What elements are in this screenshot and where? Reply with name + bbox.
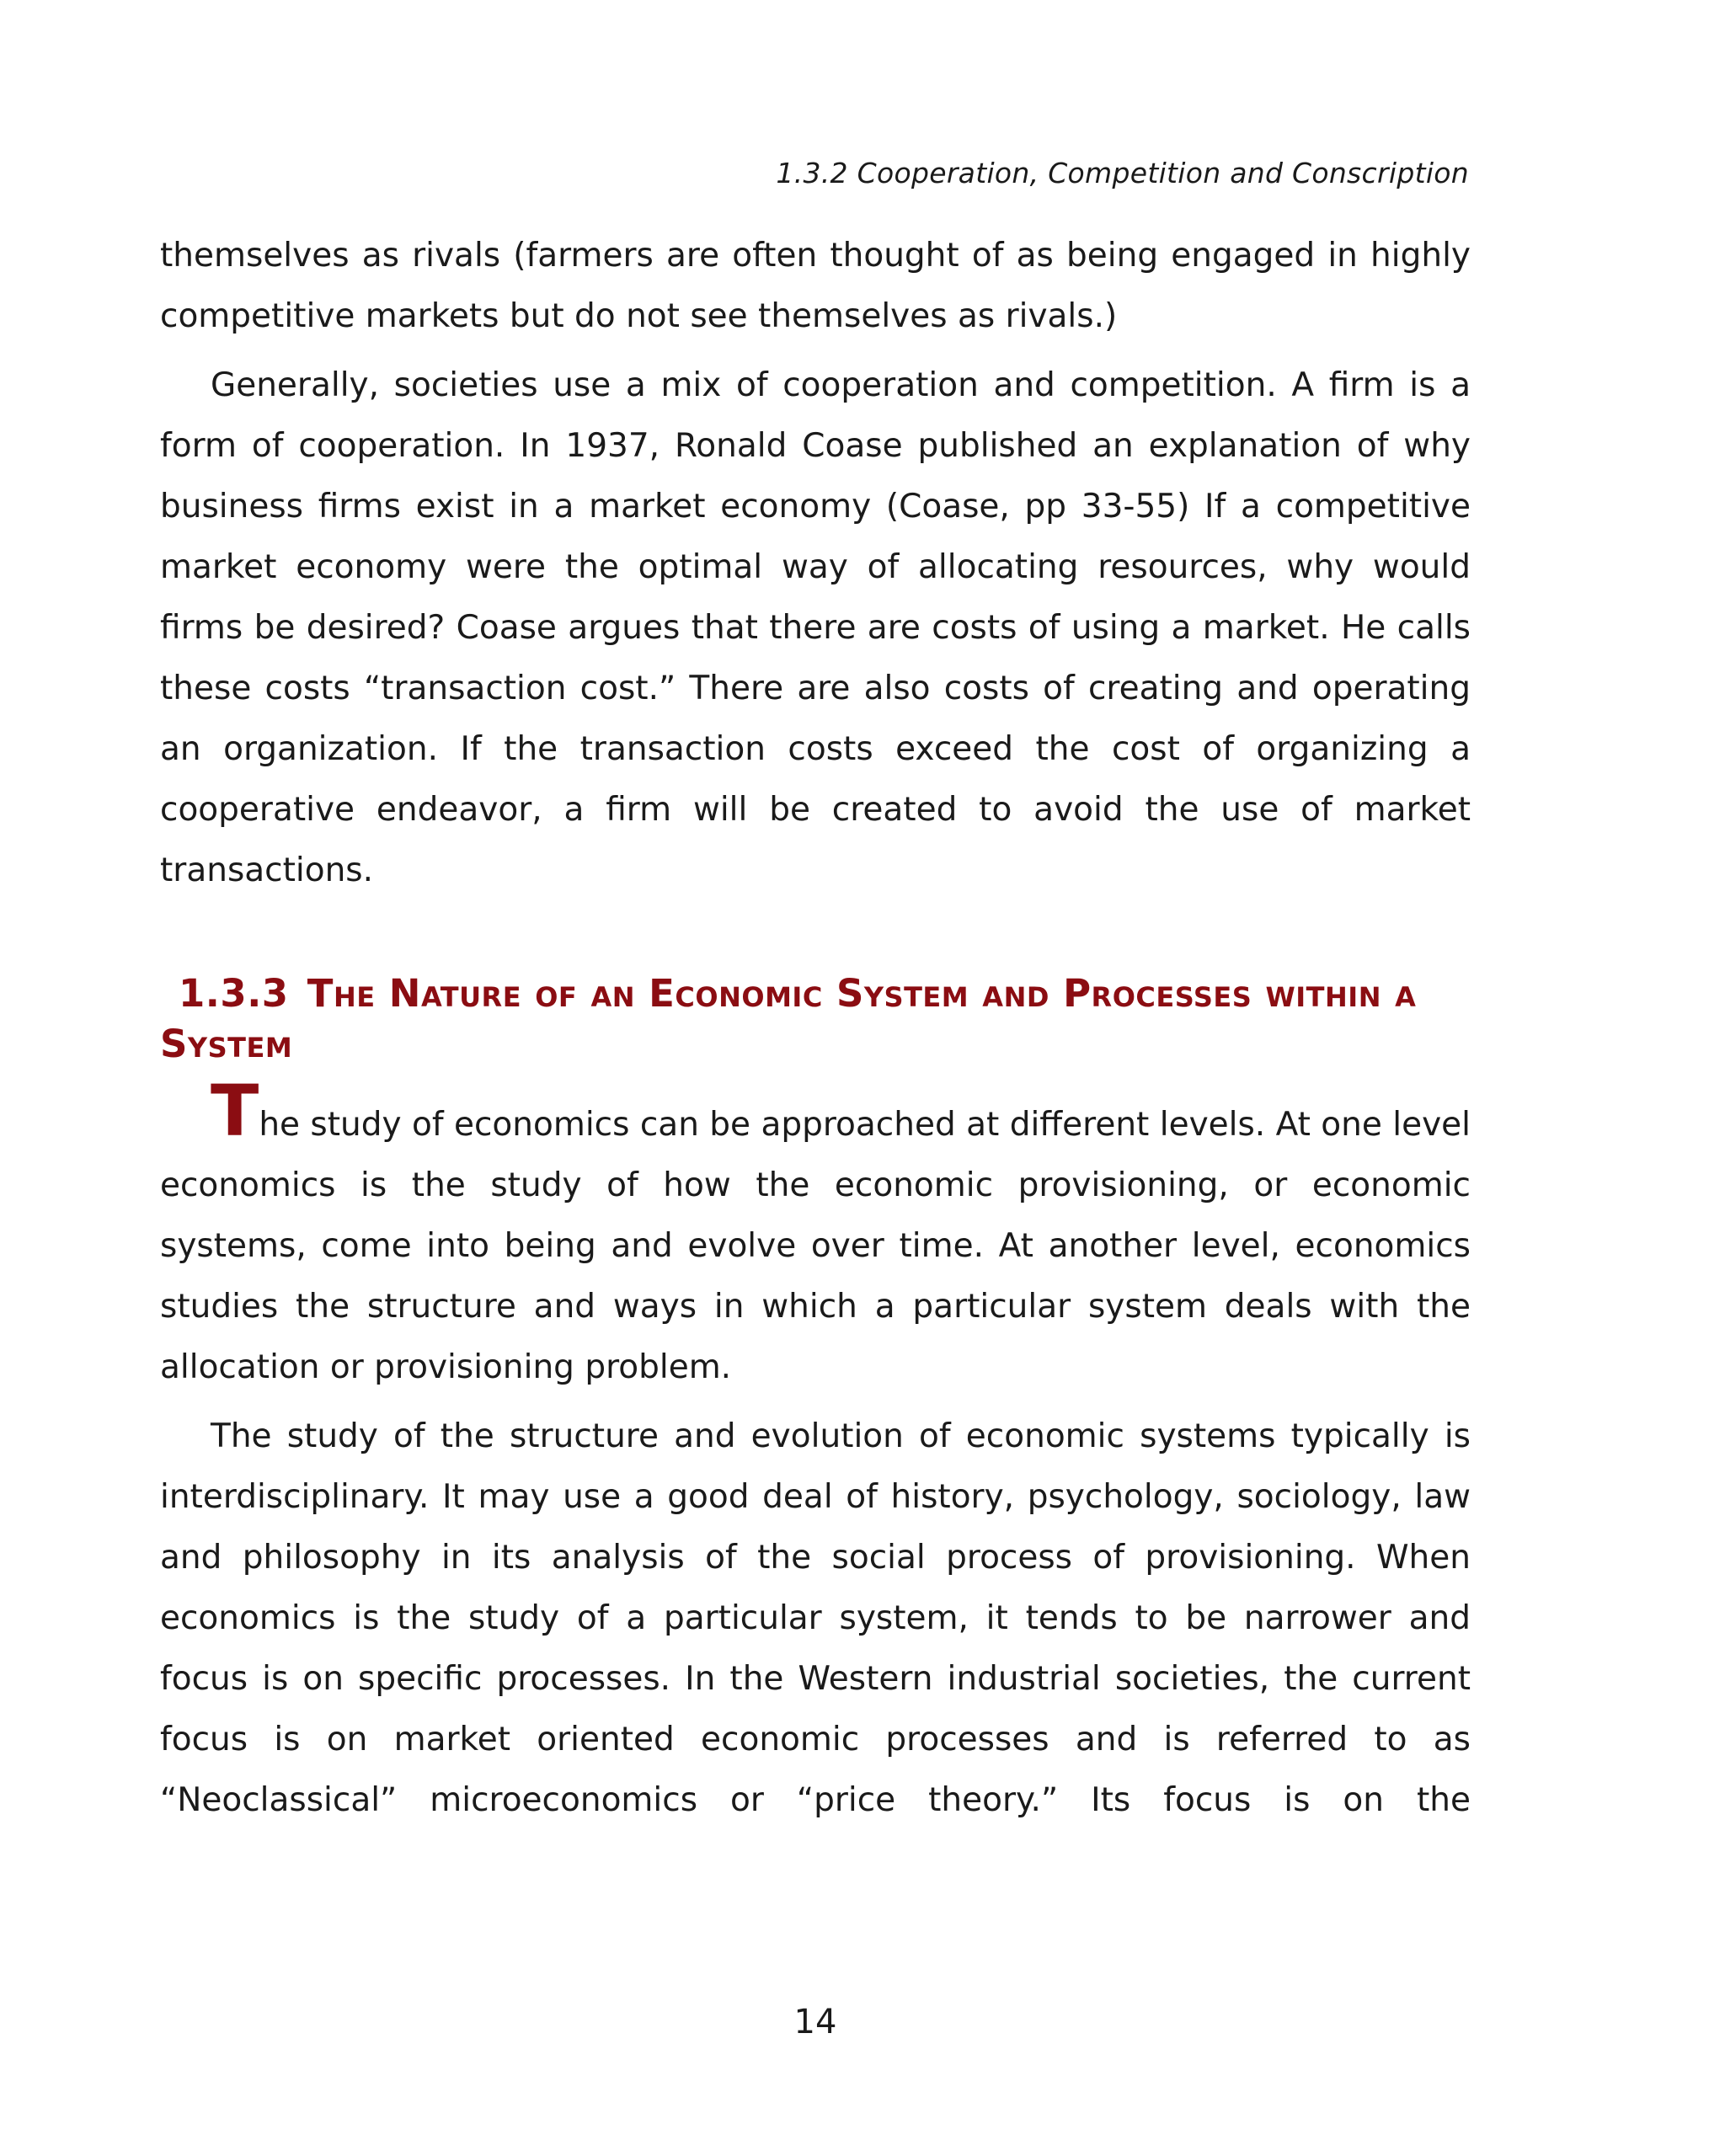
paragraph-cooperation: Generally, societies use a mix of cooperation and competition. A firm is a form of cooperation. In 1937, Ronald Coase published an explanation of why business firms exist in a market economy (Coase, pp 33-55) If a competitive market economy were the optimal way of allocating resources, why would firms be desired? Coase argues that there are costs of using a market. He calls these costs “transaction cost.” There are also costs of creating and operating an organization. If the transaction costs exceed the cost of organizing a cooperative endeavor, a firm will be created to avoid the use of market transactions. [160, 366, 1471, 889]
running-header: 1.3.2 Cooperation, Competition and Conscription [776, 157, 1469, 189]
body-text [160, 226, 1471, 1831]
section-heading [160, 969, 1471, 1070]
paragraph-continuation: themselves as rivals (farmers are often thought of as being engaged in highly competitive markets but do not see themselves as rivals.) [160, 237, 1471, 335]
drop-cap: T [211, 1070, 259, 1152]
page-number: 14 [793, 2003, 837, 2041]
paragraph-levels [160, 1070, 1471, 1398]
paragraph-levels-text: he study of economics can be approached at different levels. At one level economics is the study of how the economic provisioning, or economic systems, come into being and evolve over time. At another level, economics studies the structure and ways in which a particular system deals with the allocation or provisioning problem. [160, 1106, 1471, 1386]
section-title: The Nature of an Economic System and Processes within a System [160, 971, 1417, 1066]
paragraph-structure: The study of the structure and evolution of economic systems typically is interdisciplinary. It may use a good deal of history, psychology, sociology, law and philosophy in its analysis of the social process of provisioning. When economics is the study of a particular system, it tends to be narrower and focus is on specific processes. In the Western industrial societies, the current focus is on market oriented economic processes and is referred to as “Neoclassical” microeconomics or “price theory.” Its focus is on the [160, 1417, 1471, 1819]
section-number: 1.3.3 [179, 971, 289, 1016]
